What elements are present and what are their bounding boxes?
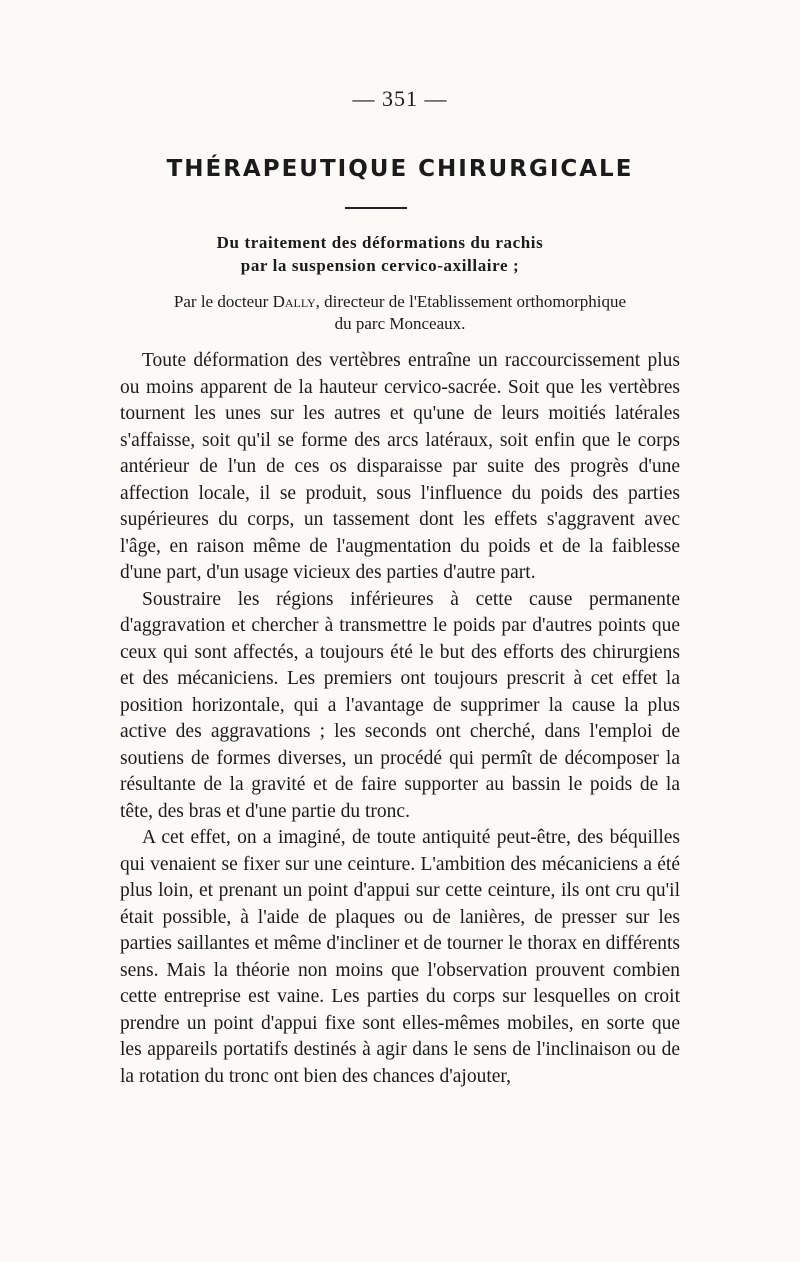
paragraph-2: Soustraire les régions inférieures à cette cause permanente d'aggravation et chercher à transmettre le poids par d'autres points que ceux qui sont affectés, a toujours été le but des efforts des chirurgiens et des mécaniciens. Les premiers ont toujours prescrit à cet effet la position horizontale, qui a l'avantage de supprimer la cause la plus active des aggravations ; les seconds ont cherché, dans l'emploi de soutiens de formes diverses, un procédé qui permît de décomposer la résultante de la gravité et de faire supporter au bassin le poids de la tête, des bras et d'une partie du tronc. [120,588,680,822]
byline-prefix: Par le docteur [173,292,273,311]
body-text [120,348,680,1090]
article-title-line-1: Du traitement des déformations du rachis [216,233,544,252]
section-title: THÉRAPEUTIQUE CHIRURGICALE [166,156,634,182]
byline-rest: , directeur de l'Etablissement orthomorphique [315,292,627,311]
title-divider [345,207,407,209]
page-number: — 351 — [352,86,448,111]
byline-line-1 [120,291,680,313]
article-title [120,231,640,277]
paragraph-3: A cet effet, on a imaginé, de toute antiquité peut-être, des béquilles qui venaient se fixer sur une ceinture. L'ambition des mécaniciens a été plus loin, et prenant un point d'appui sur cette ceinture, ils ont cru qu'il était possible, à l'aide de plaques ou de lanières, de presser sur les parties saillantes et même d'incliner et de tourner le thorax en différents sens. Mais la théorie non moins que l'observation prouvent combien cette entreprise est vaine. Les parties du corps sur lesquelles on croit prendre un point d'appui fixe sont elles-mêmes mobiles, en sorte que les appareils portatifs destinés à agir dans le sens de l'inclinaison ou de la rotation du tronc ont bien des chances d'ajouter, [120,827,680,1087]
byline [120,291,680,335]
byline-line-2: du parc Monceaux. [334,314,466,333]
paragraph-1: Toute déformation des vertèbres entraîne un raccourcissement plus ou moins apparent de la hauteur cervico-sacrée. Soit que les vertèbres tournent les unes sur les autres et qu'une de leurs moitiés latérales s'affaisse, soit qu'il se forme des arcs latéraux, soit enfin que le corps antérieur de l'un de ces os disparaisse par suite des progrès d'une affection locale, il se produit, sous l'influence du poids des parties supérieures du corps, un tassement dont les effets s'aggravent avec l'âge, en raison même de l'augmentation du poids et de la faiblesse d'une part, d'un usage vicieux des parties d'autre part. [120,350,680,583]
byline-author: Dally [272,292,316,311]
article-title-line-2: par la suspension cervico-axillaire ; [240,256,520,275]
